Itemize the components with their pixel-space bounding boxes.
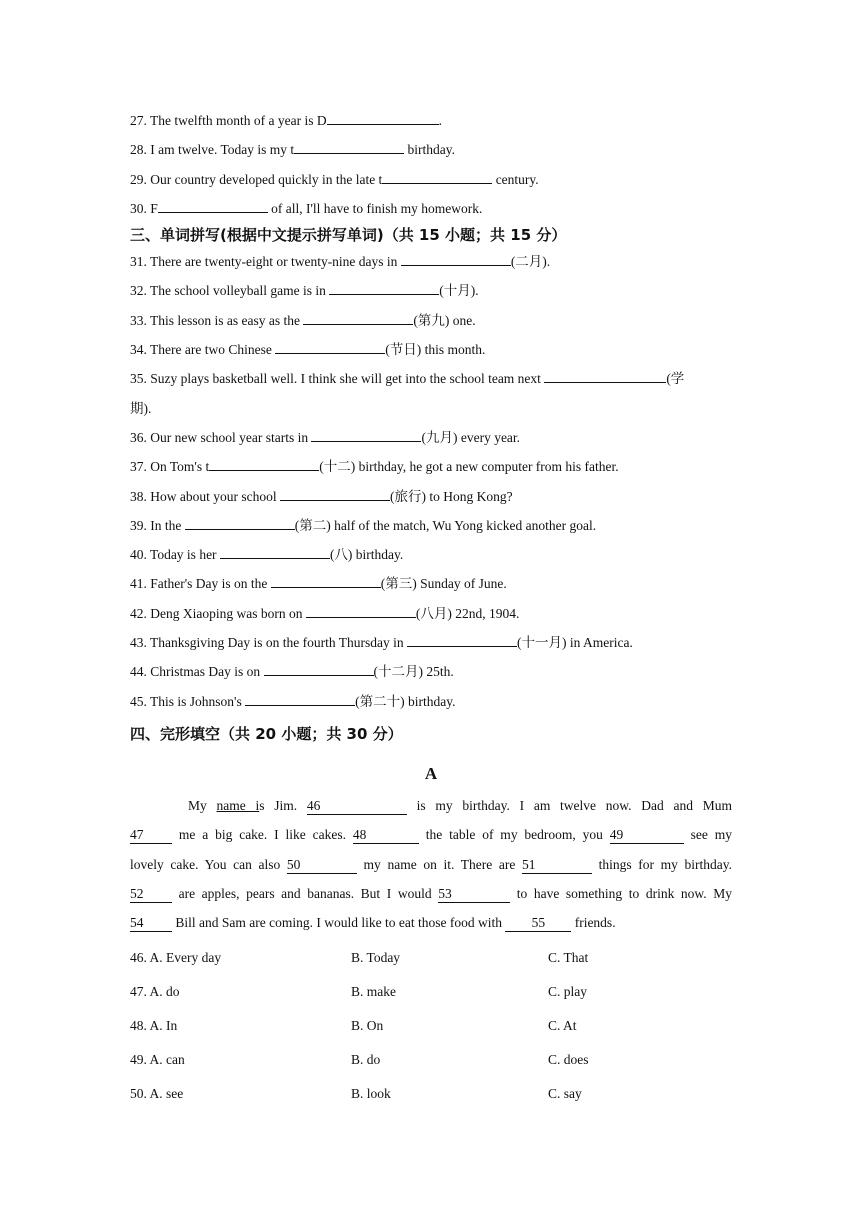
question-text-after: of all, I'll have to finish my homework.: [267, 200, 483, 216]
option-a[interactable]: 49. A. can: [130, 1052, 185, 1068]
chinese-hint: (第三) Sunday of June.: [380, 576, 507, 592]
question-34: [130, 335, 732, 364]
option-c[interactable]: C. does: [548, 1052, 589, 1068]
option-a[interactable]: 47. A. do: [130, 984, 180, 1000]
question-number: 30.: [130, 200, 147, 216]
answer-blank[interactable]: [303, 323, 413, 325]
question-number: 34.: [130, 342, 147, 358]
question-text: F: [150, 200, 158, 216]
option-b[interactable]: B. look: [351, 1086, 391, 1102]
option-c[interactable]: C. say: [548, 1086, 582, 1102]
chinese-hint: (学: [666, 371, 685, 387]
chinese-hint: (第九) one.: [413, 312, 476, 328]
question-27: [130, 106, 732, 135]
question-text: Suzy plays basketball well. I think she will get into the school team next: [150, 371, 545, 387]
passage-text: are apples, pears and bananas. But I would: [172, 885, 432, 901]
option-b[interactable]: B. On: [351, 1018, 384, 1034]
passage-line-5: [130, 908, 732, 937]
answer-blank[interactable]: [264, 674, 374, 676]
answer-blank[interactable]: [407, 645, 517, 647]
question-43: [130, 628, 732, 657]
question-text: I am twelve. Today is my t: [150, 142, 295, 158]
chinese-hint: (第二) half of the match, Wu Yong kicked another goal.: [294, 517, 597, 533]
passage-text: My: [188, 797, 217, 813]
question-number: 29.: [130, 171, 147, 187]
chinese-hint: (八) birthday.: [329, 547, 404, 563]
question-38: [130, 482, 732, 511]
question-32: [130, 276, 732, 305]
passage-line-3: [130, 850, 732, 879]
cloze-blank-55[interactable]: 55: [505, 915, 571, 932]
options-47: [130, 975, 732, 1009]
options-49: [130, 1043, 732, 1077]
passage-text: my name on it. There are: [356, 856, 516, 872]
answer-blank[interactable]: [327, 123, 439, 125]
answer-blank[interactable]: [401, 264, 511, 266]
question-number: 43.: [130, 635, 147, 651]
question-number: 28.: [130, 142, 147, 158]
question-text-after: century.: [492, 171, 539, 187]
question-29: [130, 165, 732, 194]
answer-blank[interactable]: [544, 381, 666, 383]
question-number: 36.: [130, 429, 147, 445]
passage-text: to have something to drink now. My: [510, 885, 732, 901]
question-44: [130, 657, 732, 686]
chinese-hint: (十一月) in America.: [516, 635, 633, 651]
question-39: [130, 511, 732, 540]
option-a[interactable]: 48. A. In: [130, 1018, 178, 1034]
option-c[interactable]: C. That: [548, 950, 589, 966]
passage-text: is my birthday. I am twelve now. Dad and Mum: [406, 797, 732, 813]
passage-title: A: [424, 763, 438, 783]
question-35-continued: 期).: [130, 400, 152, 416]
question-text: Today is her: [150, 547, 220, 563]
question-41: [130, 569, 732, 598]
passage-text: friends.: [571, 915, 616, 931]
answer-blank[interactable]: [382, 182, 492, 184]
passage-text: see my: [683, 827, 733, 843]
passage-text: name i: [216, 797, 260, 813]
answer-blank[interactable]: [209, 469, 319, 471]
question-number: 41.: [130, 576, 147, 592]
option-b[interactable]: B. Today: [351, 950, 401, 966]
question-number: 38.: [130, 488, 147, 504]
question-text: Father's Day is on the: [150, 576, 271, 592]
passage-text: me a big cake. I like cakes.: [172, 827, 346, 843]
options-48: [130, 1009, 732, 1043]
option-a[interactable]: 50. A. see: [130, 1086, 184, 1102]
answer-blank[interactable]: [275, 352, 385, 354]
cloze-blank-51[interactable]: 51: [522, 857, 592, 874]
cloze-blank-50[interactable]: 50: [287, 857, 357, 874]
answer-blank[interactable]: [294, 152, 404, 154]
answer-blank[interactable]: [158, 211, 268, 213]
question-33: [130, 306, 732, 335]
question-text: Thanksgiving Day is on the fourth Thursday in: [150, 635, 407, 651]
section-3-heading: 三、单词拼写(根据中文提示拼写单词)（共 15 小题；共 15 分）: [130, 226, 567, 245]
answer-blank[interactable]: [220, 557, 330, 559]
chinese-hint: (旅行) to Hong Kong?: [389, 488, 513, 504]
question-number: 31.: [130, 254, 147, 270]
question-text: The twelfth month of a year is D: [150, 113, 327, 128]
question-text: Our new school year starts in: [150, 429, 312, 445]
option-a[interactable]: 46. A. Every day: [130, 950, 222, 966]
question-text: There are two Chinese: [150, 342, 276, 358]
question-30: [130, 194, 732, 223]
question-text: Our country developed quickly in the late t: [150, 171, 383, 187]
chinese-hint: (二月).: [510, 254, 551, 270]
cloze-blank-54[interactable]: 54: [130, 915, 172, 932]
question-40: [130, 540, 732, 569]
answer-blank[interactable]: [329, 293, 439, 295]
chinese-hint: (九月) every year.: [421, 429, 521, 445]
question-text-after: .: [438, 113, 442, 128]
question-text: Christmas Day is on: [150, 664, 264, 680]
answer-blank[interactable]: [280, 499, 390, 501]
question-42: [130, 599, 732, 628]
passage-line-4: [130, 879, 732, 908]
question-number: 32.: [130, 283, 147, 299]
passage-text: the table of my bedroom, you: [418, 827, 603, 843]
question-28: [130, 135, 732, 164]
question-number: 44.: [130, 664, 147, 680]
cloze-blank-53[interactable]: 53: [438, 886, 510, 903]
option-c[interactable]: C. At: [548, 1018, 577, 1034]
question-text: The school volleyball game is in: [150, 283, 330, 299]
passage-line-1: [130, 791, 732, 820]
question-number: 39.: [130, 517, 147, 533]
cloze-blank-47[interactable]: 47: [130, 827, 172, 844]
answer-blank[interactable]: [306, 616, 416, 618]
question-text: On Tom's t: [150, 459, 210, 475]
passage-text: Bill and Sam are coming. I would like to eat those food with: [172, 915, 502, 931]
question-text: This is Johnson's: [150, 693, 246, 709]
question-45: [130, 687, 732, 716]
chinese-hint: (第二十) birthday.: [355, 693, 456, 709]
answer-blank[interactable]: [271, 586, 381, 588]
passage-line-2: [130, 820, 732, 849]
cloze-blank-49[interactable]: 49: [610, 827, 684, 844]
question-37: [130, 452, 732, 481]
chinese-hint: (八月) 22nd, 1904.: [415, 605, 520, 621]
option-c[interactable]: C. play: [548, 984, 587, 1000]
question-number: 33.: [130, 312, 147, 328]
question-text: This lesson is as easy as the: [150, 312, 304, 328]
question-text: Deng Xiaoping was born on: [150, 605, 306, 621]
section-4-heading: 四、完形填空（共 20 小题；共 30 分）: [130, 724, 403, 743]
chinese-hint: (十二月) 25th.: [373, 664, 454, 680]
passage-text: lovely cake. You can also: [130, 856, 281, 872]
question-35: [130, 364, 732, 393]
options-46: [130, 941, 732, 975]
cloze-blank-48[interactable]: 48: [353, 827, 419, 844]
question-36: [130, 423, 732, 452]
options-50: [130, 1077, 732, 1111]
question-text-after: birthday.: [404, 142, 456, 158]
question-number: 37.: [130, 459, 147, 475]
question-text: In the: [150, 517, 185, 533]
question-text: There are twenty-eight or twenty-nine days in: [150, 254, 401, 270]
question-number: 35.: [130, 371, 147, 387]
cloze-blank-52[interactable]: 52: [130, 886, 172, 903]
question-number: 42.: [130, 605, 147, 621]
passage-text: s Jim.: [259, 797, 298, 813]
option-b[interactable]: B. make: [351, 984, 396, 1000]
answer-blank[interactable]: [245, 704, 355, 706]
option-b[interactable]: B. do: [351, 1052, 381, 1068]
passage-text: things for my birthday.: [591, 856, 733, 872]
answer-blank[interactable]: [185, 528, 295, 530]
question-number: 27.: [130, 113, 147, 128]
question-number: 45.: [130, 693, 147, 709]
chinese-hint: (节日) this month.: [385, 342, 486, 358]
chinese-hint: (十月).: [439, 283, 479, 299]
cloze-blank-46[interactable]: 46: [307, 798, 407, 815]
answer-blank[interactable]: [311, 440, 421, 442]
exam-page: [130, 106, 732, 1111]
question-number: 40.: [130, 547, 147, 563]
chinese-hint: (十二) birthday, he got a new computer from his father.: [319, 459, 619, 475]
question-31: [130, 247, 732, 276]
question-text: How about your school: [150, 488, 280, 504]
